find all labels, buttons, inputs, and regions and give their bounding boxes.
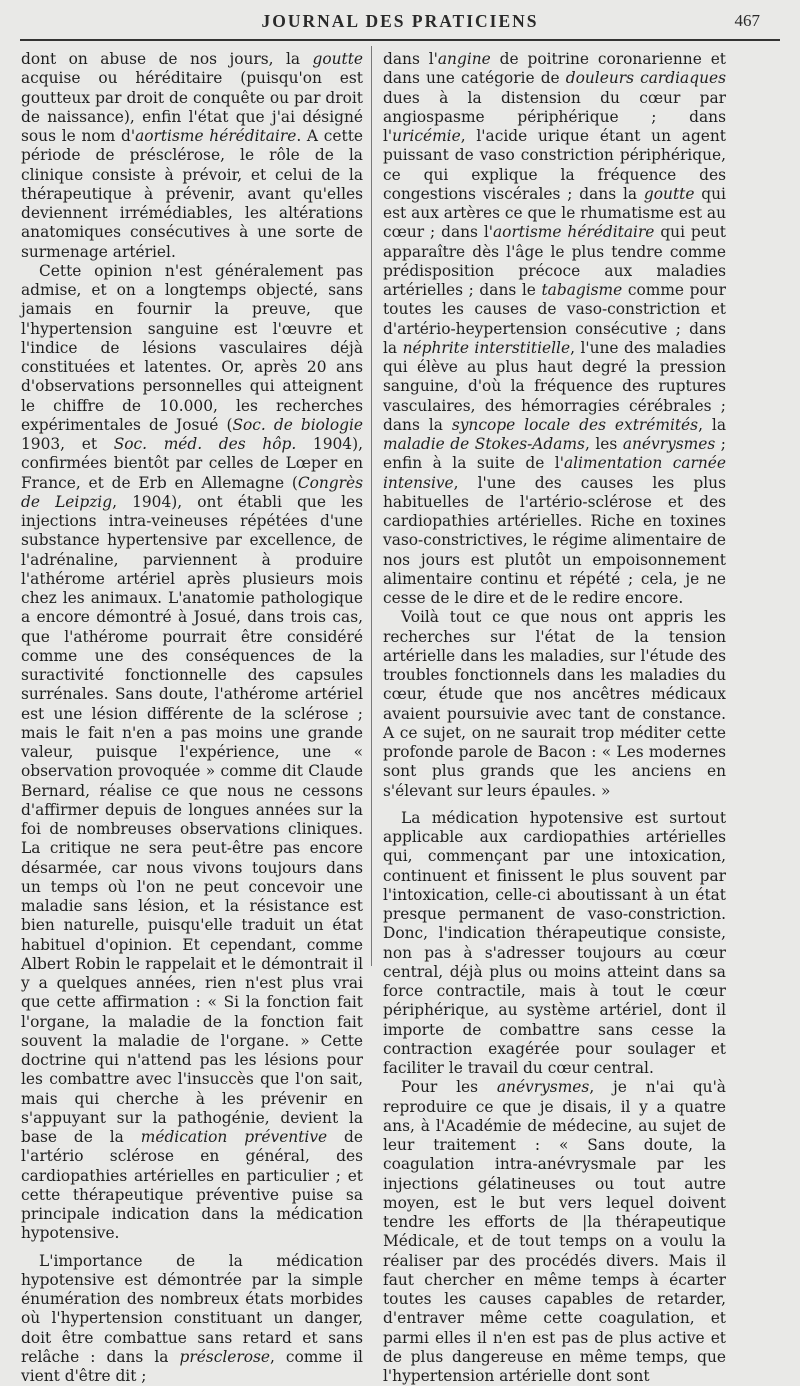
italic-term: tabagisme <box>541 281 622 299</box>
italic-term: douleurs cardiaques <box>566 69 726 87</box>
italic-term: goutte <box>312 50 363 68</box>
paragraph: L'importance de la médication hypotensive est démontrée par la simple énumération des nombreux états morbides où l'hypertension constituant un danger, doit être combattue sans retard et sans relâche : dans la présclerose, comme il vient d'être dit ; <box>21 1252 363 1386</box>
italic-term: anévrysmes <box>623 435 715 453</box>
italic-term: Congrès de Leipzig <box>21 474 363 511</box>
italic-term: Soc. de biologie <box>232 416 363 434</box>
italic-term: uricémie <box>392 127 461 145</box>
running-header <box>22 11 778 35</box>
italic-term: syncope locale des extrémités <box>452 416 698 434</box>
paragraph: dont on abuse de nos jours, la goutte acquise ou héréditaire (puisqu'on est goutteux par droit de conquête ou par droit de naissance), enfin l'état que j'ai désigné sous le nom d'aortisme héréditaire. A cette période de présclérose, le rôle de la clinique consiste à prévoir, et celui de la thérapeutique à prévenir, avant qu'elles deviennent irrémédiables, les altérations anatomiques consécutives à une sorte de surmenage artériel. <box>21 50 363 262</box>
italic-term: goutte <box>644 185 695 203</box>
italic-term: présclerose <box>179 1348 270 1366</box>
paragraph: La médication hypotensive est surtout applicable aux cardiopathies artérielles qui, commençant par une intoxication, continuent et finissent le plus souvent par l'intoxication, celle-ci aboutissant à un état presque permanent de vaso-constriction. Donc, l'indication thérapeutique consiste, non pas à s'adresser toujours au cœur central, déjà plus ou moins atteint dans sa force contractile, mais à tout le cœur périphérique, au système artériel, dont il importe de combattre sans cesse la contraction exagérée pour soulager et faciliter le travail du cœur central. <box>383 809 726 1079</box>
paragraph: dans l'angine de poitrine coronarienne et dans une catégorie de douleurs cardiaques dues à la distension du cœur par angiospasme périphérique ; dans l'uricémie, l'acide urique étant un agent puissant de vaso constriction périphérique, ce qui explique la fréquence des congestions viscérales ; dans la goutte qui est aux artères ce que le rhumatisme est au cœur ; dans l'aortisme héréditaire qui peut apparaître dès l'âge le plus tendre comme prédisposition précoce aux maladies artérielles ; dans le tabagisme comme pour toutes les causes de vaso-constriction et d'artério-heypertension consécutive ; dans la néphrite interstitielle, l'une des maladies qui élève au plus haut degré la pression sanguine, d'où la fréquence des ruptures vasculaires, des hémorragies cérébrales ; dans la syncope locale des extrémités, la maladie de Stokes-Adams, les anévrysmes ; enfin à la suite de l'alimentation carnée intensive, l'une des causes les plus habituelles de l'artério-sclérose et des cardiopathies artérielles. Riche en toxines vaso-constrictives, le régime alimentaire de nos jours est plutôt un empoisonnement alimentaire continu et répété ; cela, je ne cesse de le dire et de le redire encore. <box>383 50 726 608</box>
italic-term: maladie de Stokes-Adams <box>383 435 585 453</box>
italic-term: médication préventive <box>141 1128 327 1146</box>
italic-term: aortisme héréditaire <box>135 127 296 145</box>
paragraph: Pour les anévrysmes, je n'ai qu'à reproduire ce que je disais, il y a quatre ans, à l'Académie de médecine, au sujet de leur traitement : « Sans doute, la coagulation intra-anévrysmale par les injections gélatineuses ou tout autre moyen, est le but vers lequel doivent tendre les efforts de |la thérapeutique Médicale, et de tout temps on a voulu la réaliser par des procédés divers. Mais il faut chercher en même temps à écarter toutes les causes capables de retarder, d'entraver même cette coagulation, et parmi elles il n'en est pas de plus active et de plus dangereuse en même temps, que l'hypertension artérielle dont sont <box>383 1078 726 1386</box>
paragraph: Cette opinion n'est généralement pas admise, et on a longtemps objecté, sans jamais en fournir la preuve, que l'hypertension sanguine est l'œuvre et l'indice de lésions vasculaires déjà constituées et latentes. Or, après 20 ans d'observations personnelles qui atteignent le chiffre de 10.000, les recherches expérimentales de Josué (Soc. de biologie 1903, et Soc. méd. des hôp. 1904), confirmées bientôt par celles de Lœper en France, et de Erb en Allemagne (Congrès de Leipzig, 1904), ont établi que les injections intra-veineuses répétées d'une substance hypertensive par excellence, de l'adrénaline, parviennent à produire l'athérome artériel après plusieurs mois chez les animaux. L'anatomie pathologique a encore démontré à Josué, dans trois cas, que l'athérome pourrait être considéré comme une des conséquences de la suractivité fonctionnelle des capsules surrénales. Sans doute, l'athérome artériel est une lésion différente de la sclérose ; mais le fait n'en a pas moins une grande valeur, puisque l'expérience, une « observation provoquée » comme dit Claude Bernard, réalise ce que nous ne cessons d'affirmer depuis de longues années sur la foi de nombreuses observations cliniques. La critique ne sera peut-être pas encore désarmée, car nous vivons toujours dans un temps où l'on ne peut concevoir une maladie sans lésion, et la résistance est bien naturelle, puisqu'elle traduit un état habituel d'opinion. Et cependant, comme Albert Robin le rappelait et le démontrait il y a quelques années, rien n'est plus vrai que cette affirmation : « Si la fonction fait l'organe, la maladie de la fonction fait souvent la maladie de l'organe. » Cette doctrine qui n'attend pas les lésions pour les combattre avec l'insuccès que l'on sait, mais qui cherche à les prévenir en s'appuyant sur la pathogénie, devient la base de la médication préventive de l'artério sclérose en général, des cardiopathies artérielles en particulier ; et cette thérapeutique préventive puise sa principale indication dans la médication hypotensive. <box>21 262 363 1244</box>
italic-term: Soc. méd. des hôp. <box>114 435 297 453</box>
italic-term: aortisme héréditaire <box>493 223 654 241</box>
page-number: 467 <box>735 11 761 31</box>
column-divider <box>371 46 372 966</box>
italic-term: angine <box>438 50 491 68</box>
italic-term: néphrite interstitielle <box>403 339 571 357</box>
journal-title: JOURNAL DES PRATICIENS <box>22 11 778 32</box>
right-column <box>383 50 726 1386</box>
left-column <box>21 50 363 1386</box>
italic-term: alimentation carnée intensive <box>383 454 726 491</box>
italic-term: anévrysmes <box>497 1078 589 1096</box>
header-rule <box>20 39 780 41</box>
paragraph: Voilà tout ce que nous ont appris les recherches sur l'état de la tension artérielle dans les maladies, sur l'étude des troubles fonctionnels dans les maladies du cœur, étude que nos ancêtres médicaux avaient poursuivie avec tant de constance. A ce sujet, on ne saurait trop méditer cette profonde parole de Bacon : « Les modernes sont plus grands que les anciens en s'élevant sur leurs épaules. » <box>383 608 726 801</box>
